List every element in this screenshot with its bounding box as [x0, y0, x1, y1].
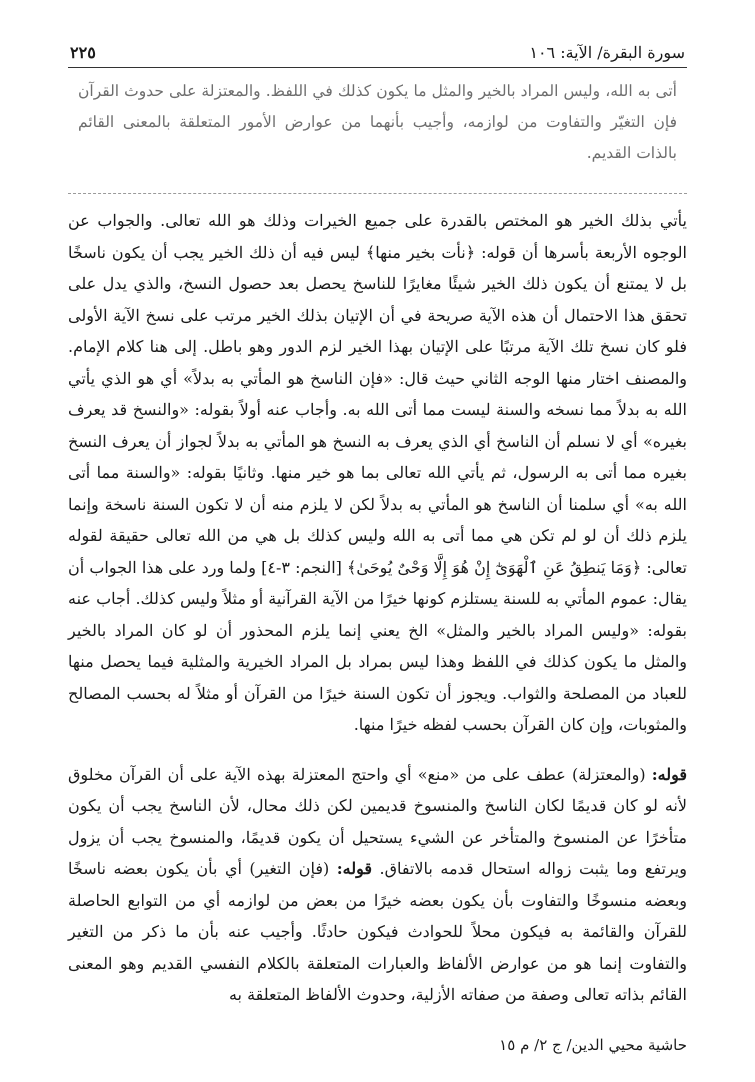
quoted-main-text: أتى به الله، وليس المراد بالخير والمثل ما يكون كذلك في اللفظ. والمعتزلة على حدوث القرآن فإن التغيّر والتفاوت من لوازمه، وأجيب بأنهما من عوارض الأمور المتعلقة بالمعنى القائم بالذات القديم.: [78, 82, 677, 162]
paragraph-2-body-2: (فإن التغير) أي بأن يكون بعضه ناسخًا وبعضه منسوخًا والتفاوت بأن يكون بعضه خيرًا من بعض من لوازمه أي من التوابع الحاصلة للقرآن والقائمة به فيكون محلاً للحوادث فيكون حادثًا. وأجيب عنه بأن ما ذكر من التغير والتفاوت إنما هو من عوارض الألفاظ والعبارات المتعلقة بالكلام النفسي القديم وهو المعنى القائم بذاته تعالى وصفة من صفاته الأزلية، وحدوث الألفاظ المتعلقة به: [68, 859, 687, 1004]
running-title: سورة البقرة/ الآية: ١٠٦: [529, 42, 685, 62]
page-number: ٢٢٥: [70, 42, 96, 62]
page-footer-signature: حاشية محيي الدين/ ج ٢/ م ١٥: [499, 1036, 687, 1054]
commentary-paragraph-2: [68, 759, 687, 1011]
commentary-paragraph-1: يأتي بذلك الخير هو المختص بالقدرة على جميع الخيرات وذلك هو الله تعالى. والجواب عن الوجوه الأربعة بأسرها أن قوله: ﴿نأت بخير منها﴾ ليس فيه أن ذلك الخير يجب أن يكون ناسخًا بل لا يمتنع أن يكون ذلك الخير شيئًا مغايرًا للناسخ يحصل بعد حصول النسخ، والذي يدل على تحقق هذا الاحتمال أن هذه الآية صريحة في أن الإتيان بذلك الخير مرتب على نسخ الآية الأولى فلو كان نسخ تلك الآية مرتبًا على الإتيان بهذا الخير لزم الدور وهو باطل. إلى هنا كلام الإمام. والمصنف اختار منها الوجه الثاني حيث قال: «فإن الناسخ هو المأتي به بدلاً» أي هو الذي يأتي الله به بدلاً مما نسخه والسنة ليست مما أتى الله به. وأجاب عنه أولاً بقوله: «والنسخ قد يعرف بغيره» أي لا نسلم أن الناسخ أي الذي يعرف به النسخ هو المأتي به بدلاً لجواز أن يعرف النسخ بغيره مما أتى به الرسول، ثم يأتي الله تعالى بما هو خير منها. وثانيًا بقوله: «والسنة مما أتى الله به» أي سلمنا أن الناسخ هو المأتي به بدلاً لكن لا يلزم منه أن لا تكون السنة ناسخة وإنما يلزم ذلك أن لو لم تكن هي مما أتى به الله وليس كذلك بل هي من الله تعالى حقيقة لقوله تعالى: ﴿وَمَا يَنطِقُ عَنِ ٱلْهَوَىٰٓ إِنْ هُوَ إِلَّا وَحْىٌ يُوحَىٰ﴾ [النجم: ٣-٤] ولما ورد على هذا الجواب أن يقال: عموم المأتي به للسنة يستلزم كونها خيرًا من الآية القرآنية أو مثلاً وليس كذلك. أجاب عنه بقوله: «وليس المراد بالخير والمثل» الخ يعني إنما يلزم المحذور أن لو كان المراد بالخير والمثل ما يكون كذلك في اللفظ وهذا ليس بمراد بل المراد الخيرية والمثلية فيما يحصل منها للعباد من المصلحة والثواب. ويجوز أن تكون السنة خيرًا من القرآن أو مثلاً له بحسب المصالح والمثوبات، وإن كان القرآن بحسب لفظه خيرًا منها.: [68, 211, 688, 734]
section-divider: [68, 193, 687, 194]
qawluhu-label-2: قوله:: [336, 859, 372, 878]
header-rule: [68, 67, 687, 68]
paragraph-2-body: (والمعتزلة) عطف على من «منع» أي واحتج المعتزلة بهذه الآية على أن القرآن مخلوق لأنه لو كان قديمًا لكان الناسخ والمنسوخ قديمين لكن ذلك محال، لأن الناسخ يجب أن يكون متأخرًا عن المنسوخ والمتأخر عن الشيء يستحيل أن يكون قديمًا، والمنسوخ يجب أن يزول ويرتفع وما يثبت زواله استحال قدمه بالاتفاق.: [68, 764, 688, 878]
commentary-body: [68, 205, 687, 1029]
page-header: [70, 38, 685, 66]
qawluhu-label: قوله:: [651, 764, 687, 784]
